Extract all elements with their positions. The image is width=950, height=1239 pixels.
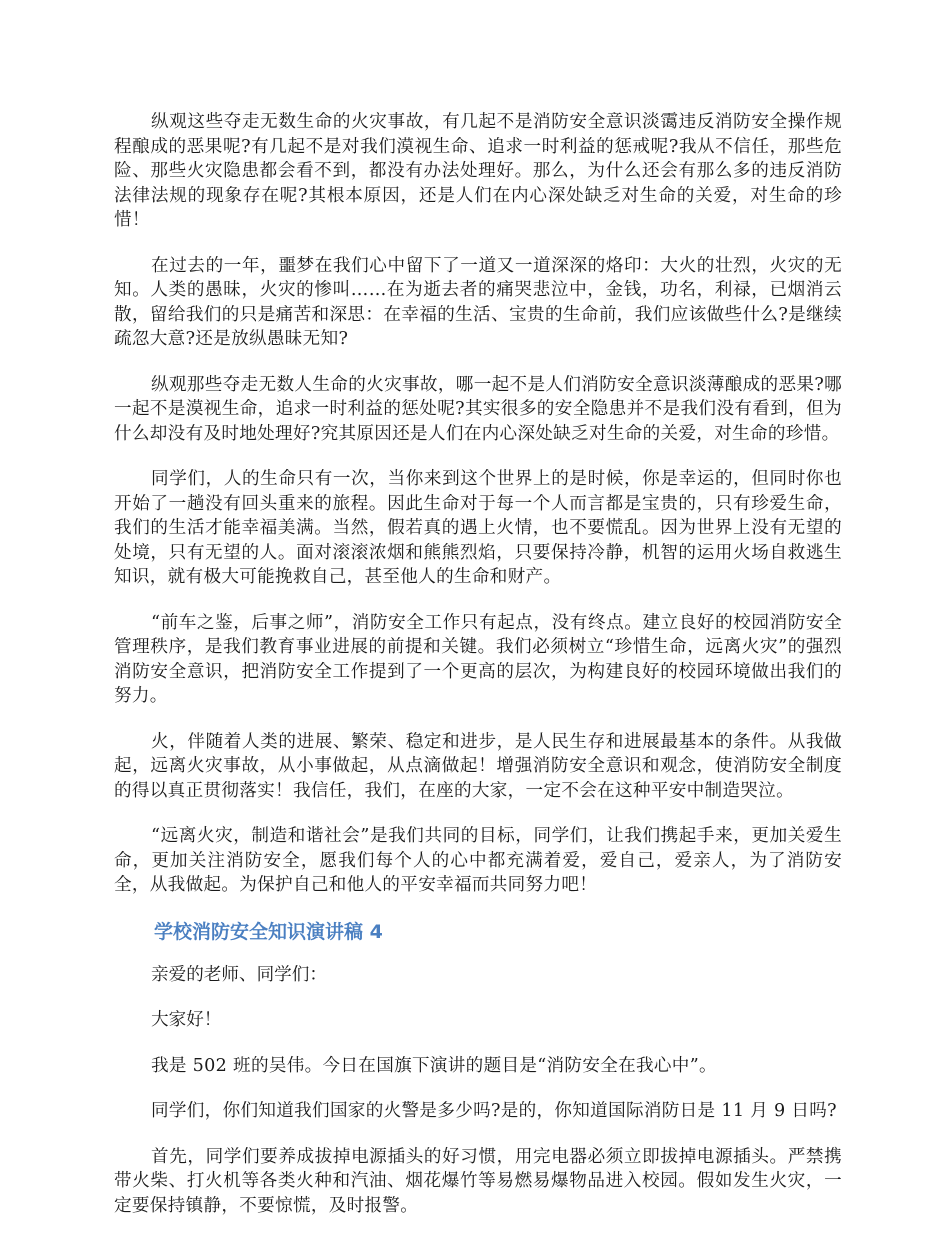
- paragraph: 我是 502 班的吴伟。今日在国旗下演讲的题目是“消防安全在我心中”。: [151, 1055, 717, 1076]
- paragraph: 同学们，人的生命只有一次，当你来到这个世界上的是时候，你是幸运的，但同时你也开始了一趟没有回头重来的旅程。因此生命对于每一个人而言都是宝贵的，只有珍爱生命，我们的生活才能幸福美满。当然，假若真的遇上火情，也不要慌乱。因为世界上没有无望的处境，只有无望的人。面对滚滚浓烟和熊熊烈焰，只要保持冷静，机智的运用火场自救逃生知识，就有极大可能挽救自己，甚至他人的生命和财产。: [114, 469, 842, 587]
- paragraph: 火，伴随着人类的进展、繁荣、稳定和进步，是人民生存和进展最基本的条件。从我做起，远离火灾事故，从小事做起，从点滴做起！增强消防安全意识和观念，使消防安全制度的得以真正贯彻落实！我信任，我们，在座的大家，一定不会在这种平安中制造哭泣。: [114, 731, 842, 801]
- paragraph: 在过去的一年，噩梦在我们心中留下了一道又一道深深的烙印：大火的壮烈，火灾的无知。人类的愚昧，火灾的惨叫……在为逝去者的痛哭悲泣中，金钱，功名，利禄，已烟消云散，留给我们的只是痛苦和深思：在幸福的生活、宝贵的生命前，我们应该做些什么?是继续疏忽大意?还是放纵愚昧无知?: [114, 255, 842, 349]
- paragraph: 同学们，你们知道我们国家的火警是多少吗?是的，你知道国际消防日是 11 月 9 日吗?: [151, 1101, 837, 1121]
- paragraph: 首先，同学们要养成拔掉电源插头的好习惯，用完电器必须立即拔掉电源插头。严禁携带火柴、打火机等各类火种和汽油、烟花爆竹等易燃易爆物品进入校园。假如发生火灾，一定要保持镇静，不要惊慌，及时报警。: [114, 1146, 842, 1216]
- section-heading: 学校消防安全知识演讲稿 4: [154, 920, 383, 943]
- salutation: 亲爱的老师、同学们：: [151, 964, 327, 985]
- document-page: [114, 110, 842, 1239]
- paragraph: 纵观这些夺走无数生命的火灾事故，有几起不是消防安全意识淡霭违反消防安全操作规程酿成的恶果呢?有几起不是对我们漠视生命、追求一时利益的惩戒呢?我从不信任，那些危险、那些火灾隐患都会看不到，都没有办法处理好。那么，为什么还会有那么多的违反消防法律法规的现象存在呢?其根本原因，还是人们在内心深处缺乏对生命的关爱，对生命的珍惜！: [114, 112, 842, 230]
- paragraph: “远离火灾，制造和谐社会”是我们共同的目标，同学们，让我们携起手来，更加关爱生命，更加关注消防安全，愿我们每个人的心中都充满着爱，爱自己，爱亲人，为了消防安全，从我做起。为保护自己和他人的平安幸福而共同努力吧！: [114, 826, 842, 895]
- paragraph: 纵观那些夺走无数人生命的火灾事故，哪一起不是人们消防安全意识淡薄酿成的恶果?哪一起不是漠视生命，追求一时利益的惩处呢?其实很多的安全隐患并不是我们没有看到，但为什么却没有及时地处理好?究其原因还是人们在内心深处缺乏对生命的关爱，对生命的珍惜。: [114, 374, 842, 444]
- greeting: 大家好！: [151, 1010, 222, 1030]
- paragraph: “前车之鉴，后事之师”，消防安全工作只有起点，没有终点。建立良好的校园消防安全管理秩序，是我们教育事业进展的前提和关键。我们必须树立“珍惜生命，远离火灾”的强烈消防安全意识，把消防安全工作提到了一个更高的层次，为构建良好的校园环境做出我们的努力。: [114, 612, 842, 706]
